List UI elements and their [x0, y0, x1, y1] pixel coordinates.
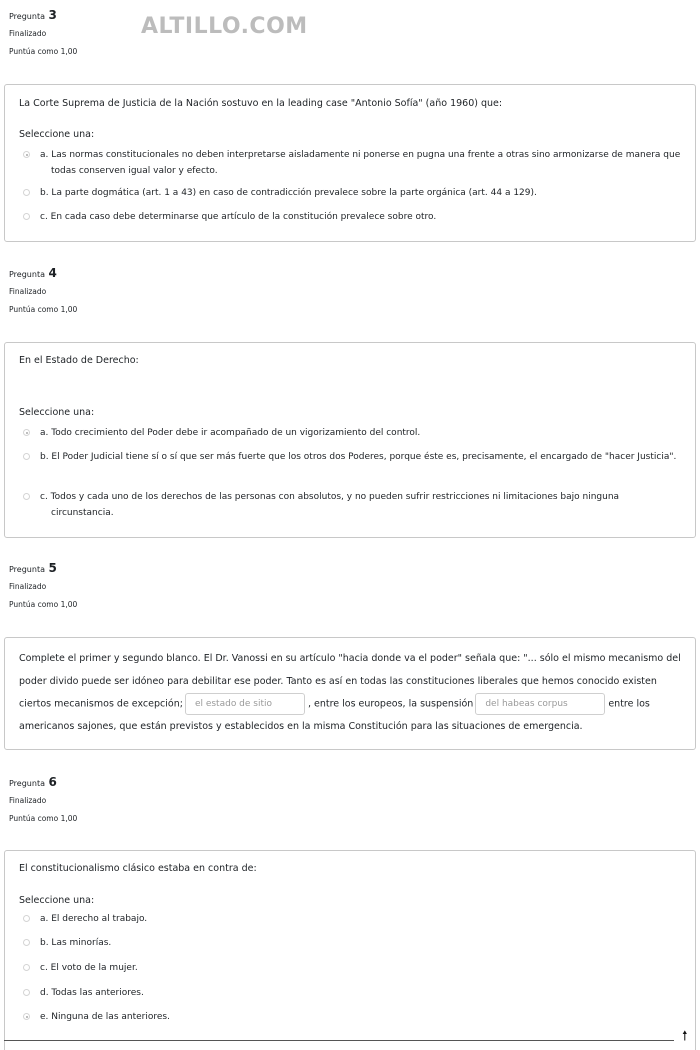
radio-unselected-icon[interactable] — [23, 939, 30, 946]
answer-option-text: a. Las normas constitucionales no deben interpretarse aisladamente ni ponerse en pugna una frente a otras sino armonizarse de manera que todas conserven igual valor y efecto. — [40, 150, 681, 176]
answer-option-text: a. El derecho al trabajo. — [40, 914, 148, 924]
radio-unselected-icon[interactable] — [23, 915, 30, 922]
radio-selected-icon[interactable] — [23, 151, 30, 158]
question-label: Pregunta — [9, 779, 45, 788]
question-label: Pregunta — [9, 270, 45, 279]
scroll-to-top-icon[interactable]: 🠕 — [682, 1029, 688, 1044]
bottom-divider — [4, 1040, 674, 1041]
question-score: Puntúa como 1,00 — [9, 814, 78, 823]
question-status: Finalizado — [9, 582, 47, 591]
select-one-label: Seleccione una: — [19, 129, 95, 140]
answer-option-text: c. En cada caso debe determinarse que artículo de la constitución prevalece sobre otro. — [40, 212, 437, 222]
select-one-label: Seleccione una: — [19, 895, 95, 906]
altillo-watermark: ALTILLO.COM — [141, 14, 308, 39]
answer-option-text: e. Ninguna de las anteriores. — [40, 1012, 170, 1022]
answer-option-d[interactable] — [23, 985, 683, 1001]
answer-option-b[interactable] — [23, 935, 683, 951]
question-3-info — [9, 9, 77, 56]
question-status: Finalizado — [9, 287, 47, 296]
question-5-card — [4, 637, 696, 750]
answer-option-e[interactable] — [23, 1009, 683, 1025]
radio-unselected-icon[interactable] — [23, 213, 30, 220]
select-one-label: Seleccione una: — [19, 407, 95, 418]
question-status: Finalizado — [9, 29, 47, 38]
answer-option-a[interactable] — [23, 911, 683, 927]
answer-option-text: b. La parte dogmática (art. 1 a 43) en caso de contradicción prevalece sobre la parte orgánica (art. 44 a 129). — [40, 188, 537, 198]
answer-option-b[interactable] — [23, 449, 683, 481]
answer-option-text: b. Las minorías. — [40, 938, 112, 948]
answer-option-b[interactable] — [23, 185, 683, 201]
question-text: La Corte Suprema de Justicia de la Nación sostuvo en la leading case "Antonio Sofía" (año 1960) que: — [19, 98, 503, 109]
answer-option-a[interactable] — [23, 147, 683, 179]
question-score: Puntúa como 1,00 — [9, 305, 78, 314]
radio-selected-icon[interactable] — [23, 1013, 30, 1020]
answer-option-text: d. Todas las anteriores. — [40, 988, 144, 998]
blank-1-input[interactable]: el estado de sitio — [185, 693, 305, 715]
question-label: Pregunta — [9, 565, 45, 574]
question-status: Finalizado — [9, 796, 47, 805]
answer-option-text: c. El voto de la mujer. — [40, 963, 138, 973]
question-3-card — [4, 84, 696, 242]
cloze-text-part-3: entre los americanos sajones, que están previstos y establecidos en la misma Constitución para las situaciones de emergencia. — [19, 698, 650, 732]
radio-unselected-icon[interactable] — [23, 989, 30, 996]
answer-option-text: a. Todo crecimiento del Poder debe ir acompañado de un vigorizamiento del control. — [40, 428, 421, 438]
question-6-info — [9, 776, 77, 823]
question-text: En el Estado de Derecho: — [19, 355, 139, 366]
cloze-text-part-1: Complete el primer y segundo blanco. El Dr. Vanossi en su artículo "hacia donde va el poder" señala que: "... sólo el mismo mecanismo del poder divido puede ser idóneo para debilitar ese poder. Tanto es así en todas las constituciones liberales que hemos conocido existen ciertos mecanismos de excepción; — [19, 653, 681, 710]
radio-unselected-icon[interactable] — [23, 189, 30, 196]
question-number: 5 — [48, 561, 57, 575]
question-number: 3 — [48, 8, 57, 22]
question-5-info — [9, 562, 77, 609]
answer-option-c[interactable] — [23, 960, 683, 976]
radio-unselected-icon[interactable] — [23, 453, 30, 460]
question-4-card — [4, 342, 696, 538]
answer-option-text: c. Todos y cada uno de los derechos de las personas con absolutos, y no pueden sufrir restricciones ni limitaciones bajo ninguna circunstancia. — [40, 492, 620, 518]
question-text: El constitucionalismo clásico estaba en contra de: — [19, 863, 257, 874]
answer-option-a[interactable] — [23, 425, 683, 441]
question-score: Puntúa como 1,00 — [9, 47, 78, 56]
answer-option-c[interactable] — [23, 489, 683, 521]
cloze-text-part-2: , entre los europeos, la suspensión — [307, 698, 474, 710]
question-label: Pregunta — [9, 12, 45, 21]
answer-option-c[interactable] — [23, 209, 683, 225]
radio-unselected-icon[interactable] — [23, 964, 30, 971]
cloze-question-text — [19, 648, 685, 739]
question-score: Puntúa como 1,00 — [9, 600, 78, 609]
question-number: 4 — [48, 266, 57, 280]
answer-option-text: b. El Poder Judicial tiene sí o sí que ser más fuerte que los otros dos Poderes, porque éste es, precisamente, el encargado de "hacer Justicia". — [40, 452, 677, 462]
question-number: 6 — [48, 775, 57, 789]
question-4-info — [9, 267, 77, 314]
radio-unselected-icon[interactable] — [23, 493, 30, 500]
radio-selected-icon[interactable] — [23, 429, 30, 436]
blank-2-input[interactable]: del habeas corpus — [475, 693, 605, 715]
question-6-card — [4, 850, 696, 1050]
